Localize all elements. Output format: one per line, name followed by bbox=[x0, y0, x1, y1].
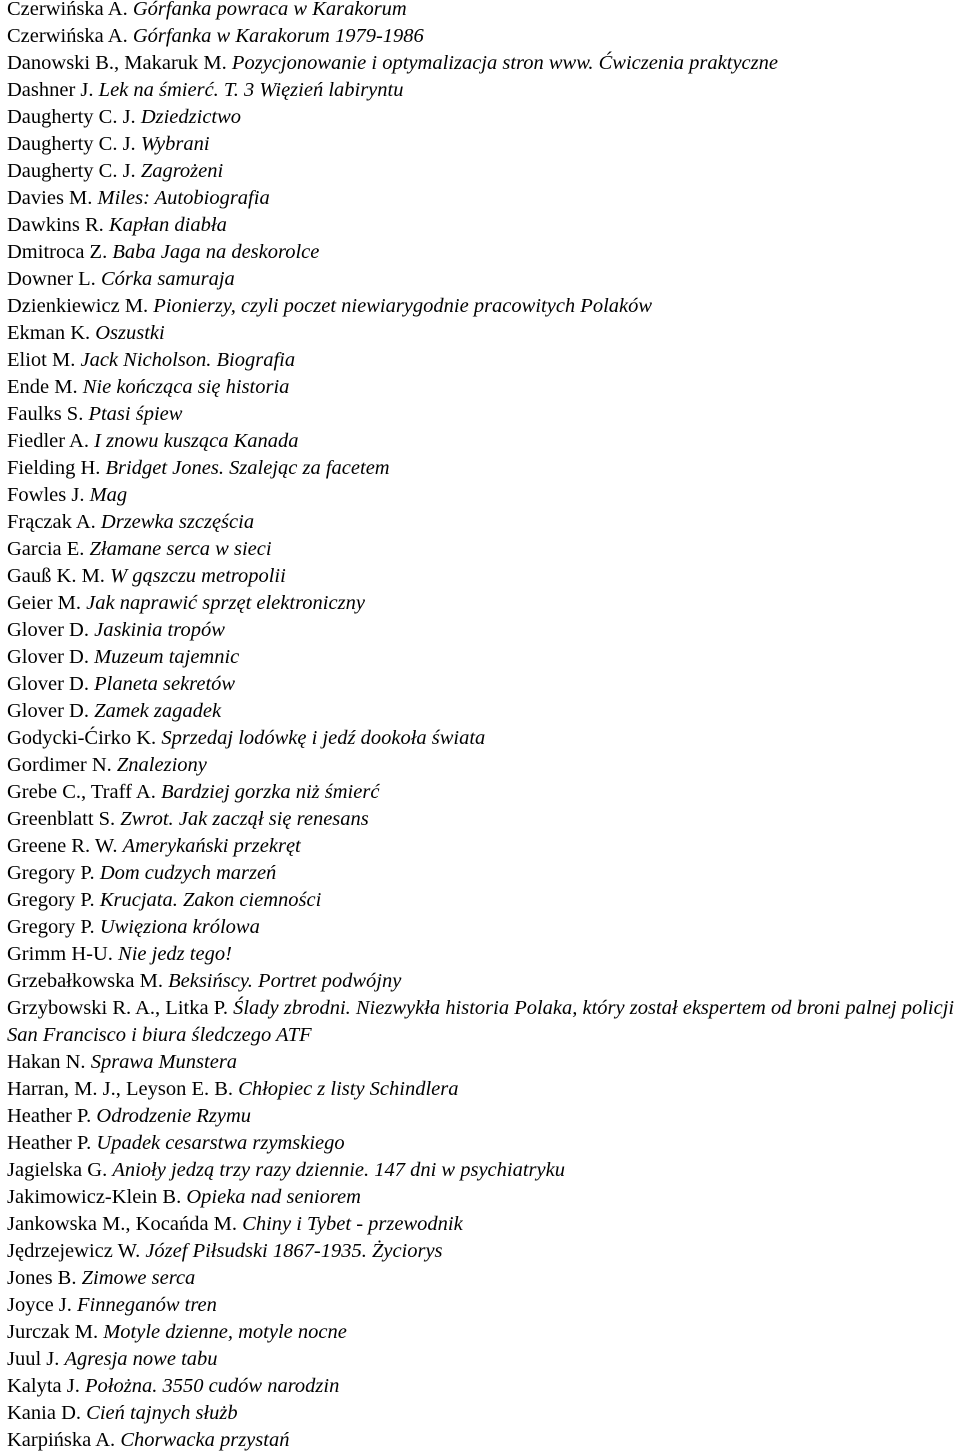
entry-author: Ekman K. bbox=[7, 322, 91, 344]
list-item bbox=[7, 995, 957, 1049]
list-item bbox=[7, 239, 957, 266]
entry-author: Heather P. bbox=[7, 1105, 92, 1127]
entry-title: Planeta sekretów bbox=[94, 673, 236, 695]
entry-title: Chorwacka przystań bbox=[120, 1429, 290, 1451]
list-item bbox=[7, 1103, 957, 1130]
entry-author: Jagielska G. bbox=[7, 1159, 108, 1181]
entry-author: Davies M. bbox=[7, 187, 93, 209]
entry-title: Pionierzy, czyli poczet niewiarygodnie pracowitych Polaków bbox=[153, 295, 653, 317]
list-item bbox=[7, 1184, 957, 1211]
list-item bbox=[7, 131, 957, 158]
list-item bbox=[7, 320, 957, 347]
entry-title: Odrodzenie Rzymu bbox=[96, 1105, 252, 1127]
entry-title: Anioły jedzą trzy razy dziennie. 147 dni w psychiatryku bbox=[112, 1159, 565, 1181]
entry-title: Jack Nicholson. Biografia bbox=[80, 349, 296, 371]
list-item bbox=[7, 644, 957, 671]
entry-title: Kapłan diabła bbox=[108, 214, 227, 236]
entry-author: Gordimer N. bbox=[7, 754, 112, 776]
entry-author: Dawkins R. bbox=[7, 214, 104, 236]
entry-author: Dmitroca Z. bbox=[7, 241, 108, 263]
entry-title: Lek na śmierć. T. 3 Więzień labiryntu bbox=[98, 79, 404, 101]
entry-author: Godycki-Ćirko K. bbox=[7, 727, 157, 749]
entry-author: Glover D. bbox=[7, 700, 89, 722]
entry-title: Beksińscy. Portret podwójny bbox=[168, 970, 402, 992]
entry-author: Kalyta J. bbox=[7, 1375, 80, 1397]
list-item bbox=[7, 563, 957, 590]
entry-author: Frączak A. bbox=[7, 511, 96, 533]
entry-author: Fowles J. bbox=[7, 484, 85, 506]
entry-title: Dziedzictwo bbox=[140, 106, 242, 128]
list-item bbox=[7, 536, 957, 563]
entry-author: Geier M. bbox=[7, 592, 82, 614]
entry-author: Fielding H. bbox=[7, 457, 101, 479]
list-item bbox=[7, 482, 957, 509]
entry-title: Miles: Autobiografia bbox=[97, 187, 270, 209]
list-item bbox=[7, 374, 957, 401]
entry-author: Daugherty C. J. bbox=[7, 133, 136, 155]
list-item bbox=[7, 1130, 957, 1157]
entry-title: Sprzedaj lodówkę i jedź dookoła świata bbox=[161, 727, 486, 749]
list-item bbox=[7, 158, 957, 185]
entry-title: Józef Piłsudski 1867-1935. Życiorys bbox=[145, 1240, 443, 1262]
list-item bbox=[7, 725, 957, 752]
entry-title: Oszustki bbox=[95, 322, 165, 344]
list-item bbox=[7, 1211, 957, 1238]
entry-title: Finneganów tren bbox=[77, 1294, 217, 1316]
entry-title: Córka samuraja bbox=[100, 268, 235, 290]
entry-author: Joyce J. bbox=[7, 1294, 72, 1316]
list-item bbox=[7, 1076, 957, 1103]
list-item bbox=[7, 509, 957, 536]
entry-author: Daugherty C. J. bbox=[7, 160, 136, 182]
entry-title: Położna. 3550 cudów narodzin bbox=[85, 1375, 340, 1397]
entry-author: Czerwińska A. bbox=[7, 25, 128, 47]
list-item bbox=[7, 401, 957, 428]
entry-author: Garcia E. bbox=[7, 538, 85, 560]
list-item bbox=[7, 833, 957, 860]
list-item bbox=[7, 50, 957, 77]
entry-title: Baba Jaga na deskorolce bbox=[112, 241, 320, 263]
entry-author: Gregory P. bbox=[7, 889, 95, 911]
entry-author: Dashner J. bbox=[7, 79, 94, 101]
entry-title: Znaleziony bbox=[116, 754, 207, 776]
entry-author: Jakimowicz-Klein B. bbox=[7, 1186, 182, 1208]
entry-author: Grzebałkowska M. bbox=[7, 970, 163, 992]
list-item bbox=[7, 293, 957, 320]
entry-title: Motyle dzienne, motyle nocne bbox=[103, 1321, 347, 1343]
list-item bbox=[7, 752, 957, 779]
entry-author: Eliot M. bbox=[7, 349, 76, 371]
list-item bbox=[7, 23, 957, 50]
entry-author: Jankowska M., Kocańda M. bbox=[7, 1213, 238, 1235]
entry-title: Muzeum tajemnic bbox=[94, 646, 240, 668]
entry-title: Ptasi śpiew bbox=[88, 403, 183, 425]
list-item bbox=[7, 698, 957, 725]
entry-title: Ślady zbrodni. Niezwykła historia Polaka, który został ekspertem od broni palnej policji San Francisco i biura śledczego ATF bbox=[7, 997, 955, 1046]
list-item bbox=[7, 806, 957, 833]
list-item bbox=[7, 941, 957, 968]
entry-author: Daugherty C. J. bbox=[7, 106, 136, 128]
entry-title: Pozycjonowanie i optymalizacja stron www. Ćwiczenia praktyczne bbox=[231, 52, 778, 74]
entry-title: Drzewka szczęścia bbox=[100, 511, 255, 533]
list-item bbox=[7, 617, 957, 644]
list-item bbox=[7, 266, 957, 293]
entry-author: Juul J. bbox=[7, 1348, 60, 1370]
entry-title: Zagrożeni bbox=[140, 160, 224, 182]
entry-title: Wybrani bbox=[140, 133, 210, 155]
entry-title: Górfanka powraca w Karakorum bbox=[132, 0, 407, 20]
entry-author: Downer L. bbox=[7, 268, 96, 290]
list-item bbox=[7, 428, 957, 455]
entry-author: Karpińska A. bbox=[7, 1429, 116, 1451]
entry-title: Agresja nowe tabu bbox=[64, 1348, 218, 1370]
list-item bbox=[7, 779, 957, 806]
list-item bbox=[7, 590, 957, 617]
book-list bbox=[7, 0, 957, 1454]
list-item bbox=[7, 1238, 957, 1265]
entry-author: Glover D. bbox=[7, 646, 89, 668]
list-item bbox=[7, 0, 957, 23]
entry-title: I znowu kusząca Kanada bbox=[94, 430, 299, 452]
entry-author: Dzienkiewicz M. bbox=[7, 295, 149, 317]
list-item bbox=[7, 185, 957, 212]
list-item bbox=[7, 1157, 957, 1184]
entry-title: Złamane serca w sieci bbox=[89, 538, 272, 560]
entry-title: Opieka nad seniorem bbox=[186, 1186, 361, 1208]
list-item bbox=[7, 914, 957, 941]
entry-author: Glover D. bbox=[7, 673, 89, 695]
list-item bbox=[7, 1373, 957, 1400]
entry-author: Jones B. bbox=[7, 1267, 77, 1289]
entry-author: Faulks S. bbox=[7, 403, 84, 425]
entry-title: Zimowe serca bbox=[81, 1267, 196, 1289]
entry-title: Uwięziona królowa bbox=[99, 916, 260, 938]
list-item bbox=[7, 77, 957, 104]
entry-title: Cień tajnych służb bbox=[86, 1402, 238, 1424]
entry-author: Greene R. W. bbox=[7, 835, 118, 857]
entry-title: W gąszczu metropolii bbox=[110, 565, 286, 587]
list-item bbox=[7, 1346, 957, 1373]
entry-title: Dom cudzych marzeń bbox=[99, 862, 277, 884]
list-item bbox=[7, 1319, 957, 1346]
entry-title: Sprawa Munstera bbox=[90, 1051, 238, 1073]
list-item bbox=[7, 1049, 957, 1076]
entry-title: Nie kończąca się historia bbox=[82, 376, 290, 398]
entry-author: Gauß K. M. bbox=[7, 565, 105, 587]
entry-title: Zamek zagadek bbox=[94, 700, 222, 722]
entry-author: Danowski B., Makaruk M. bbox=[7, 52, 227, 74]
list-item bbox=[7, 1265, 957, 1292]
entry-author: Gregory P. bbox=[7, 862, 95, 884]
entry-author: Heather P. bbox=[7, 1132, 92, 1154]
entry-author: Jurczak M. bbox=[7, 1321, 99, 1343]
entry-author: Kania D. bbox=[7, 1402, 82, 1424]
entry-title: Mag bbox=[89, 484, 128, 506]
entry-author: Glover D. bbox=[7, 619, 89, 641]
entry-author: Ende M. bbox=[7, 376, 78, 398]
entry-title: Jak naprawić sprzęt elektroniczny bbox=[86, 592, 365, 614]
list-item bbox=[7, 455, 957, 482]
list-item bbox=[7, 887, 957, 914]
list-item bbox=[7, 1292, 957, 1319]
list-item bbox=[7, 860, 957, 887]
list-item bbox=[7, 968, 957, 995]
entry-title: Upadek cesarstwa rzymskiego bbox=[96, 1132, 345, 1154]
entry-author: Harran, M. J., Leyson E. B. bbox=[7, 1078, 234, 1100]
list-item bbox=[7, 104, 957, 131]
entry-title: Bardziej gorzka niż śmierć bbox=[160, 781, 380, 803]
entry-author: Gregory P. bbox=[7, 916, 95, 938]
entry-title: Chłopiec z listy Schindlera bbox=[238, 1078, 459, 1100]
entry-title: Krucjata. Zakon ciemności bbox=[99, 889, 322, 911]
entry-title: Nie jedz tego! bbox=[118, 943, 232, 965]
entry-title: Jaskinia tropów bbox=[94, 619, 225, 641]
entry-title: Górfanka w Karakorum 1979-1986 bbox=[132, 25, 424, 47]
entry-title: Bridget Jones. Szalejąc za facetem bbox=[105, 457, 390, 479]
entry-author: Czerwińska A. bbox=[7, 0, 128, 20]
entry-author: Grimm H-U. bbox=[7, 943, 113, 965]
entry-author: Fiedler A. bbox=[7, 430, 89, 452]
list-item bbox=[7, 1427, 957, 1454]
entry-author: Greenblatt S. bbox=[7, 808, 116, 830]
list-item bbox=[7, 212, 957, 239]
entry-author: Grebe C., Traff A. bbox=[7, 781, 156, 803]
entry-title: Chiny i Tybet - przewodnik bbox=[242, 1213, 463, 1235]
entry-author: Grzybowski R. A., Litka P. bbox=[7, 997, 228, 1019]
entry-title: Amerykański przekręt bbox=[122, 835, 301, 857]
list-item bbox=[7, 1400, 957, 1427]
entry-title: Zwrot. Jak zaczął się renesans bbox=[120, 808, 369, 830]
entry-author: Jędrzejewicz W. bbox=[7, 1240, 141, 1262]
list-item bbox=[7, 671, 957, 698]
entry-author: Hakan N. bbox=[7, 1051, 86, 1073]
list-item bbox=[7, 347, 957, 374]
